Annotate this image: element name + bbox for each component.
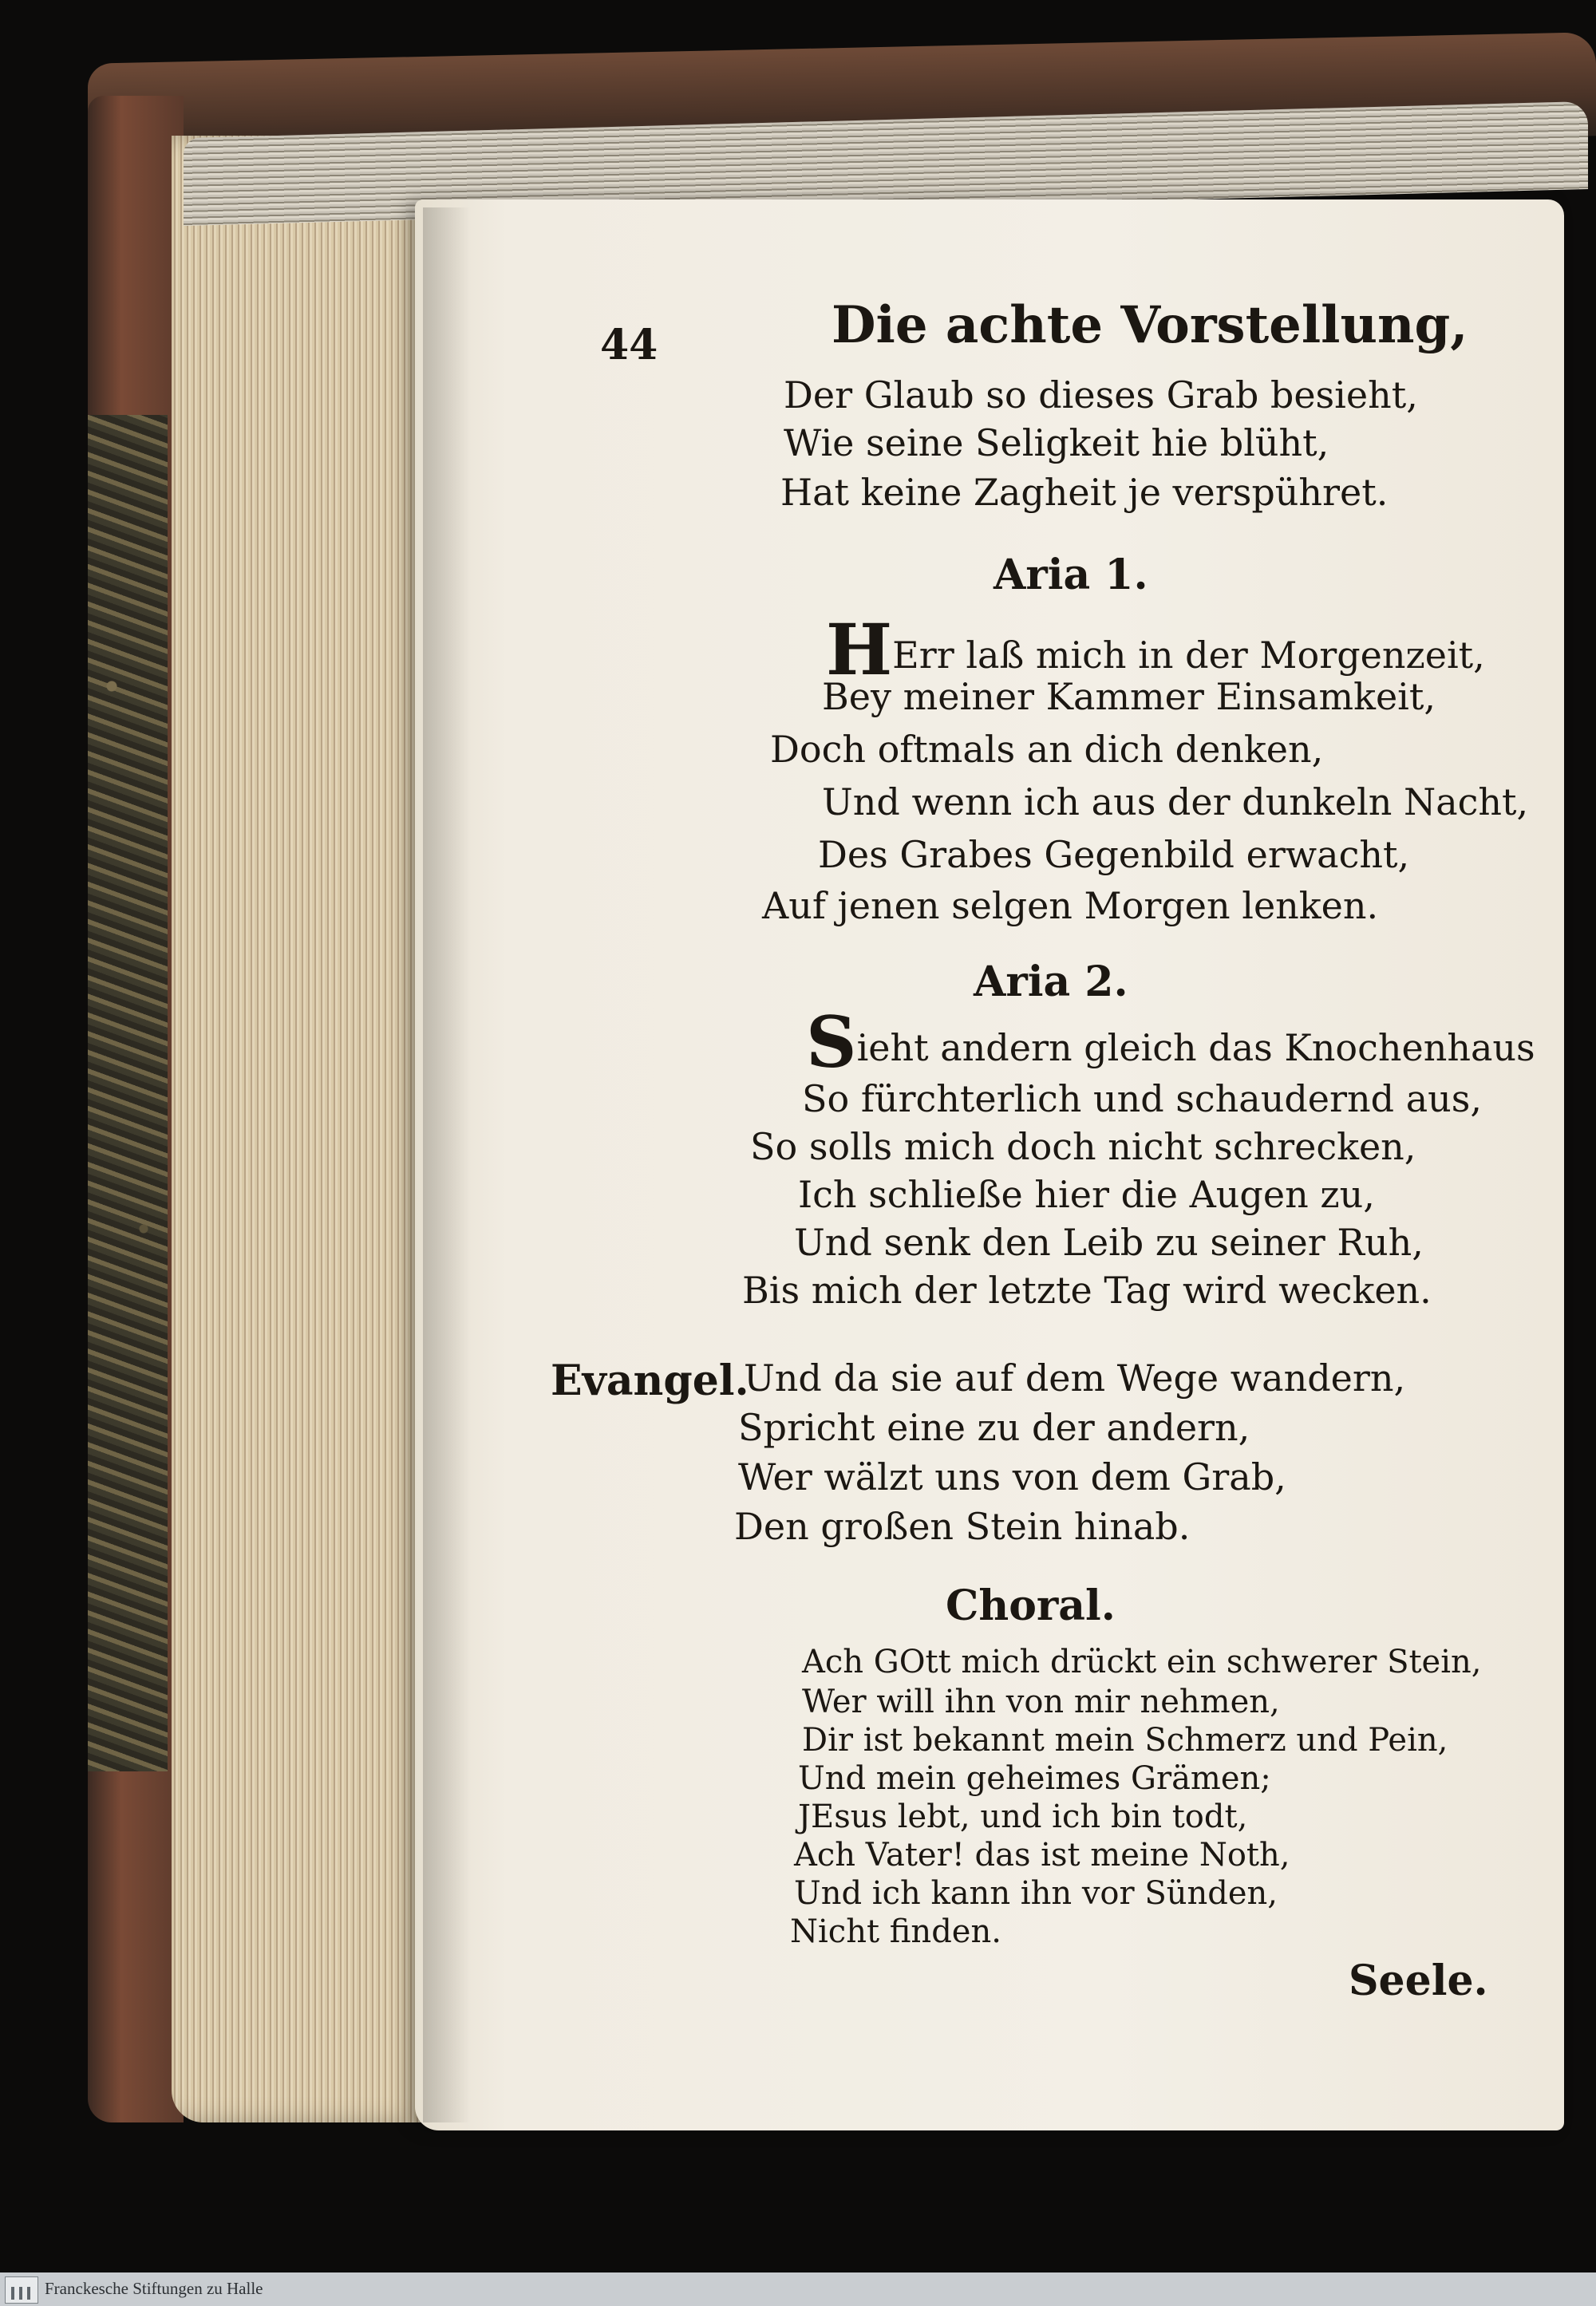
catchword: Seele. — [1349, 1957, 1488, 2005]
intro-line: Wie seine Seligkeit hie blüht, — [784, 421, 1329, 464]
aria1-line: Bey meiner Kammer Einsamkeit, — [822, 675, 1436, 718]
aria2-line: Bis mich der letzte Tag wird wecken. — [742, 1269, 1432, 1312]
aria2-first-line — [806, 1001, 1535, 1084]
aria1-line: Und wenn ich aus der dunkeln Nacht, — [822, 780, 1529, 823]
aria2-line: Und senk den Leib zu seiner Ruh, — [794, 1221, 1424, 1264]
evangel-line: Spricht eine zu der andern, — [738, 1406, 1250, 1449]
aria1-line: Doch oftmals an dich denken, — [770, 728, 1324, 771]
aria1-line: Auf jenen selgen Morgen lenken. — [762, 884, 1379, 927]
evangel-line: Den großen Stein hinab. — [734, 1505, 1191, 1548]
choral-line: Nicht finden. — [790, 1913, 1001, 1950]
intro-line: Der Glaub so dieses Grab besieht, — [784, 373, 1418, 417]
evangel-label: Evangel. — [551, 1356, 749, 1405]
aria1-title: Aria 1. — [994, 551, 1148, 599]
aria2-line: So fürchterlich und schaudernd aus, — [802, 1077, 1482, 1120]
aria2-line: ieht andern gleich das Knochenhaus — [856, 1026, 1535, 1069]
aria1-dropcap: H — [826, 608, 893, 691]
aria2-line: So solls mich doch nicht schrecken, — [750, 1125, 1416, 1168]
choral-line: Ach GOtt mich drückt ein schwerer Stein, — [802, 1644, 1482, 1680]
institution-logo-icon — [5, 2276, 38, 2304]
choral-line: Und ich kann ihn vor Sünden, — [794, 1875, 1278, 1912]
choral-line: Ach Vater! das ist meine Noth, — [794, 1837, 1290, 1874]
choral-line: Und mein geheimes Grämen; — [798, 1760, 1271, 1797]
aria2-dropcap: S — [806, 1001, 857, 1084]
aria1-first-line — [826, 608, 1485, 691]
page-number: 44 — [600, 321, 658, 369]
choral-title: Choral. — [946, 1581, 1116, 1630]
aria2-line: Ich schließe hier die Augen zu, — [798, 1173, 1375, 1216]
aria2-title: Aria 2. — [974, 958, 1128, 1006]
running-header: Die achte Vorstellung, — [832, 295, 1468, 355]
choral-line: Dir ist bekannt mein Schmerz und Pein, — [802, 1722, 1448, 1759]
intro-line: Hat keine Zagheit je verspühret. — [780, 471, 1389, 514]
aria1-line: Err laß mich in der Morgenzeit, — [892, 634, 1485, 677]
evangel-line: Wer wälzt uns von dem Grab, — [738, 1455, 1286, 1499]
evangel-line: Und da sie auf dem Wege wandern, — [744, 1356, 1406, 1400]
aria1-line: Des Grabes Gegenbild erwacht, — [818, 833, 1410, 876]
choral-line: Wer will ihn von mir nehmen, — [802, 1684, 1280, 1720]
choral-line: JEsus lebt, und ich bin todt, — [798, 1799, 1248, 1835]
footer-institution: Franckesche Stiftungen zu Halle — [45, 2279, 263, 2298]
